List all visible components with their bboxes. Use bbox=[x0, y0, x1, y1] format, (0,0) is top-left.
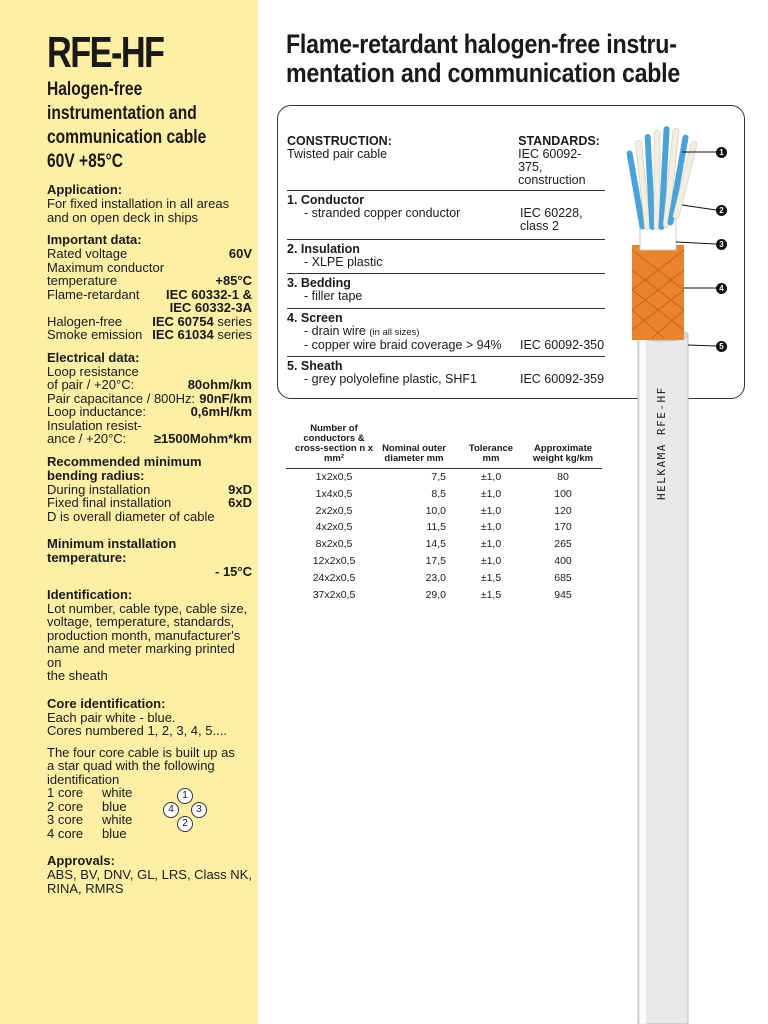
identification-section bbox=[47, 588, 252, 683]
star-quad-diagram bbox=[159, 788, 209, 838]
bending-section bbox=[47, 455, 252, 524]
identification-line: name and meter marking printed on bbox=[47, 641, 235, 670]
halogen-value bbox=[152, 315, 252, 329]
construction-list bbox=[287, 135, 605, 386]
cell-weight: 100 bbox=[554, 487, 572, 500]
quad-core-2: 2 bbox=[177, 816, 193, 832]
smoke-standard: IEC 61034 bbox=[152, 327, 214, 342]
cell-conductors: 8x2x0,5 bbox=[315, 538, 353, 551]
bending-heading: Recommended minimum bending radius: bbox=[47, 453, 202, 483]
cell-conductors: 4x2x0,5 bbox=[315, 521, 353, 534]
twisted-pairs bbox=[626, 126, 697, 230]
cell-tolerance: ±1,0 bbox=[480, 554, 502, 567]
construction-item-bedding bbox=[287, 273, 605, 308]
cell-conductors: 12x2x0,5 bbox=[312, 554, 356, 567]
max-temp-label: Maximum conductor bbox=[47, 259, 165, 275]
item-standard: IEC 60092-359 bbox=[520, 372, 605, 386]
cell-tolerance: ±1,0 bbox=[480, 487, 502, 500]
identification-line: production month, manufacturer's bbox=[47, 627, 241, 643]
subtitle-line: Halogen-free bbox=[47, 79, 143, 100]
spec-table-header bbox=[286, 424, 602, 469]
loop-ind-label: Loop inductance: bbox=[47, 404, 147, 419]
application-section bbox=[47, 183, 252, 224]
fixed-value: 6xD bbox=[228, 495, 252, 510]
core-id-section bbox=[47, 697, 252, 841]
table-row bbox=[286, 570, 602, 587]
product-subtitle bbox=[47, 78, 215, 174]
col-header-diameter bbox=[382, 424, 458, 469]
star-quad-block bbox=[47, 786, 252, 840]
pair-cap-row bbox=[47, 392, 252, 406]
application-line: For fixed installation in all areas bbox=[47, 196, 230, 211]
approvals-line: ABS, BV, DNV, GL, LRS, Class NK, bbox=[47, 867, 252, 882]
core-id-line: Each pair white - blue. bbox=[47, 709, 176, 725]
item-desc-note: (in all sizes) bbox=[369, 327, 420, 338]
cell-diameter: 17,5 bbox=[425, 554, 446, 567]
copper-braid bbox=[632, 245, 684, 340]
flame-value: IEC 60332-1 & bbox=[166, 286, 252, 302]
cell-diameter: 7,5 bbox=[431, 471, 446, 483]
smoke-row bbox=[47, 328, 252, 342]
table-row bbox=[286, 519, 602, 536]
spec-table bbox=[286, 424, 602, 603]
subtitle-line: communication cable bbox=[47, 127, 207, 148]
standards-line: construction bbox=[518, 173, 586, 187]
core-id-line: Cores numbered 1, 2, 3, 4, 5.... bbox=[47, 723, 227, 738]
application-line: and on open deck in ships bbox=[47, 209, 199, 225]
subtitle-line: instrumentation and bbox=[47, 103, 197, 124]
cell-weight: 400 bbox=[554, 554, 572, 567]
header-line: mm bbox=[482, 453, 500, 464]
bending-note: D is overall diameter of cable bbox=[47, 508, 215, 524]
item-title: 1. Conductor bbox=[287, 193, 365, 207]
cell-weight: 120 bbox=[554, 504, 572, 517]
item-line bbox=[287, 290, 605, 303]
item-desc: - stranded copper conductor bbox=[304, 206, 461, 220]
item-title: 3. Bedding bbox=[287, 276, 351, 290]
smoke-label: Smoke emission bbox=[47, 327, 143, 342]
cell-diameter: 29,0 bbox=[425, 588, 446, 601]
construction-header-left bbox=[287, 135, 518, 187]
halogen-label: Halogen-free bbox=[47, 313, 123, 329]
cell-tolerance: ±1,0 bbox=[480, 504, 502, 517]
item-title: 2. Insulation bbox=[287, 242, 360, 256]
pair-cap-value: 90nF/km bbox=[199, 390, 252, 406]
table-row bbox=[286, 553, 602, 570]
core-row bbox=[47, 786, 157, 800]
spec-table-grid bbox=[286, 424, 602, 603]
electrical-heading: Electrical data: bbox=[47, 349, 140, 365]
callout-1: 1 bbox=[716, 147, 727, 158]
table-row bbox=[286, 536, 602, 553]
ins-label: Insulation resist- bbox=[47, 417, 142, 433]
item-desc: - grey polyolefine plastic, SHF1 bbox=[304, 372, 477, 386]
construction-item-conductor bbox=[287, 190, 605, 239]
table-row bbox=[286, 587, 602, 604]
header-line: Approximate bbox=[533, 443, 593, 454]
core-number: 2 core bbox=[47, 798, 84, 814]
core-color: blue bbox=[102, 825, 127, 841]
col-header-weight bbox=[524, 424, 602, 469]
ins-value: ≥1500Mohm*km bbox=[153, 431, 252, 446]
standards-line: IEC 60092-375, bbox=[518, 147, 582, 174]
spec-table-body bbox=[286, 469, 602, 604]
item-line bbox=[287, 325, 605, 339]
title-line: Flame-retardant halogen-free instru- bbox=[286, 29, 677, 59]
loop-res-label-2: of pair / +20°C: bbox=[47, 377, 135, 392]
rated-voltage-label: Rated voltage bbox=[47, 246, 128, 261]
halogen-suffix: series bbox=[213, 313, 252, 329]
header-line: weight kg/km bbox=[532, 453, 594, 464]
core-number: 4 core bbox=[47, 825, 84, 841]
rated-voltage-value: 60V bbox=[228, 246, 252, 261]
col-header-tolerance bbox=[458, 424, 524, 469]
cell-diameter: 23,0 bbox=[425, 571, 446, 584]
title-line: mentation and communication cable bbox=[286, 58, 681, 88]
col-header-conductors bbox=[286, 424, 382, 469]
header-line: Tolerance bbox=[468, 443, 514, 454]
core-row bbox=[47, 813, 157, 827]
quad-core-1: 1 bbox=[177, 788, 193, 804]
identification-heading: Identification: bbox=[47, 586, 133, 602]
quad-core-3: 3 bbox=[191, 802, 207, 818]
construction-item-sheath bbox=[287, 356, 605, 386]
core-color: blue bbox=[102, 798, 127, 814]
flame-value-2: IEC 60332-3A bbox=[169, 300, 252, 315]
core-number: 1 core bbox=[47, 785, 84, 800]
item-desc: - XLPE plastic bbox=[304, 255, 383, 269]
smoke-suffix: series bbox=[213, 327, 252, 342]
cell-weight: 685 bbox=[554, 571, 572, 584]
during-value: 9xD bbox=[228, 481, 252, 497]
approvals-section bbox=[47, 854, 252, 895]
approvals-line: RINA, RMRS bbox=[47, 880, 124, 896]
cell-diameter: 14,5 bbox=[425, 538, 446, 551]
approvals-heading: Approvals: bbox=[47, 853, 115, 868]
core-color: white bbox=[102, 812, 133, 827]
electrical-data-section bbox=[47, 351, 252, 446]
sidebar-content bbox=[47, 30, 252, 895]
callout-2: 2 bbox=[716, 205, 727, 216]
callout-4: 4 bbox=[716, 283, 727, 294]
cell-weight: 80 bbox=[557, 471, 569, 483]
sheath-print: HELKAMA RFE-HF bbox=[655, 386, 668, 500]
fixed-install-row bbox=[47, 496, 252, 510]
page-title bbox=[286, 30, 699, 88]
item-desc bbox=[287, 325, 520, 339]
cell-conductors: 1x4x0,5 bbox=[315, 487, 353, 500]
cable-illustration bbox=[600, 110, 768, 1024]
standards-header bbox=[518, 135, 605, 187]
construction-item-insulation bbox=[287, 239, 605, 273]
cell-weight: 945 bbox=[554, 588, 572, 601]
header-line: cross-section n x mm² bbox=[294, 443, 374, 464]
item-standard: IEC 60228, bbox=[520, 206, 583, 220]
quad-intro-line: a star quad with the following bbox=[47, 758, 215, 773]
core-color: white bbox=[102, 785, 133, 800]
max-temp-row bbox=[47, 274, 252, 288]
construction-item-screen bbox=[287, 308, 605, 356]
cell-conductors: 37x2x0,5 bbox=[312, 588, 356, 601]
cell-diameter: 10,0 bbox=[425, 504, 446, 517]
min-temp-heading: Minimum installation temperature: bbox=[47, 536, 177, 565]
cell-tolerance: ±1,0 bbox=[480, 538, 502, 551]
item-desc: - copper wire braid coverage > 94% bbox=[304, 338, 502, 352]
ins-label-2: ance / +20°C: bbox=[47, 431, 127, 446]
sidebar-panel bbox=[0, 0, 258, 1024]
loop-res-label: Loop resistance bbox=[47, 363, 139, 379]
table-row bbox=[286, 503, 602, 520]
header-line: Number of conductors & bbox=[303, 423, 365, 444]
min-temp-value: - 15°C bbox=[215, 564, 252, 579]
item-standard: IEC 60092-350 bbox=[520, 338, 605, 352]
cell-tolerance: ±1,0 bbox=[480, 471, 502, 483]
min-temp-section bbox=[47, 537, 252, 579]
standards-heading: STANDARDS: bbox=[518, 134, 600, 148]
item-desc-empty bbox=[287, 220, 520, 233]
max-temp-value: +85°C bbox=[215, 273, 252, 288]
loop-res-value: 80ohm/km bbox=[187, 377, 252, 392]
item-standard: class 2 bbox=[520, 219, 559, 233]
subtitle-line: 60V +85°C bbox=[47, 151, 123, 172]
product-code: RFE-HF bbox=[47, 28, 164, 77]
flame-label: Flame-retardant bbox=[47, 286, 140, 302]
cell-diameter: 11,5 bbox=[426, 521, 446, 534]
quad-intro-line: The four core cable is built up as bbox=[47, 744, 235, 760]
table-row bbox=[286, 469, 602, 486]
item-title: 5. Sheath bbox=[287, 359, 343, 373]
identification-line: the sheath bbox=[47, 668, 108, 683]
application-heading: Application: bbox=[47, 182, 123, 197]
item-desc: - filler tape bbox=[304, 289, 363, 303]
quad-intro-line: identification bbox=[47, 771, 120, 787]
item-title: 4. Screen bbox=[287, 311, 343, 325]
cell-tolerance: ±1,5 bbox=[480, 588, 502, 601]
pair-cap-label: Pair capacitance / 800Hz: bbox=[47, 390, 196, 406]
during-label: During installation bbox=[47, 481, 151, 497]
item-line bbox=[287, 220, 605, 233]
important-heading: Important data: bbox=[47, 232, 142, 247]
cell-conductors: 24x2x0,5 bbox=[312, 571, 356, 584]
during-install-row bbox=[47, 483, 252, 497]
loop-res-row bbox=[47, 378, 252, 392]
important-data-section bbox=[47, 233, 252, 342]
loop-ind-value: 0,6mH/km bbox=[190, 404, 252, 419]
item-line bbox=[287, 339, 605, 352]
identification-line: Lot number, cable type, cable size, bbox=[47, 600, 248, 616]
halogen-row bbox=[47, 315, 252, 329]
core-number: 3 core bbox=[47, 812, 84, 827]
cell-weight: 170 bbox=[554, 521, 572, 534]
cell-conductors: 2x2x0,5 bbox=[315, 504, 353, 517]
table-row bbox=[286, 486, 602, 503]
core-row bbox=[47, 827, 157, 841]
callout-5: 5 bbox=[716, 341, 727, 352]
cell-weight: 265 bbox=[554, 538, 572, 551]
core-list bbox=[47, 786, 157, 840]
fixed-label: Fixed final installation bbox=[47, 495, 172, 510]
loop-ind-row bbox=[47, 405, 252, 419]
header-line: Nominal outer bbox=[382, 443, 446, 454]
callout-3: 3 bbox=[716, 239, 727, 250]
max-temp-label-2: temperature bbox=[47, 273, 118, 288]
cell-tolerance: ±1,0 bbox=[480, 521, 502, 534]
ins-row bbox=[47, 432, 252, 446]
rated-voltage-row bbox=[47, 247, 252, 261]
construction-type: Twisted pair cable bbox=[287, 147, 388, 161]
header-line: diameter mm bbox=[384, 453, 444, 464]
quad-core-4: 4 bbox=[163, 802, 179, 818]
core-row bbox=[47, 800, 157, 814]
identification-line: voltage, temperature, standards, bbox=[47, 614, 235, 629]
construction-header bbox=[287, 135, 605, 187]
sheath-highlight bbox=[640, 335, 646, 1024]
flame-row bbox=[47, 288, 252, 302]
halogen-standard: IEC 60754 bbox=[152, 313, 214, 329]
cell-conductors: 1x2x0,5 bbox=[315, 471, 353, 483]
cell-diameter: 8,5 bbox=[431, 487, 446, 500]
construction-heading: CONSTRUCTION: bbox=[287, 134, 392, 148]
smoke-value bbox=[152, 328, 252, 342]
cell-tolerance: ±1,5 bbox=[480, 571, 502, 584]
item-desc-text: - drain wire bbox=[304, 324, 366, 338]
core-id-heading: Core identification: bbox=[47, 695, 166, 711]
item-line bbox=[287, 256, 605, 269]
item-line bbox=[287, 373, 605, 386]
